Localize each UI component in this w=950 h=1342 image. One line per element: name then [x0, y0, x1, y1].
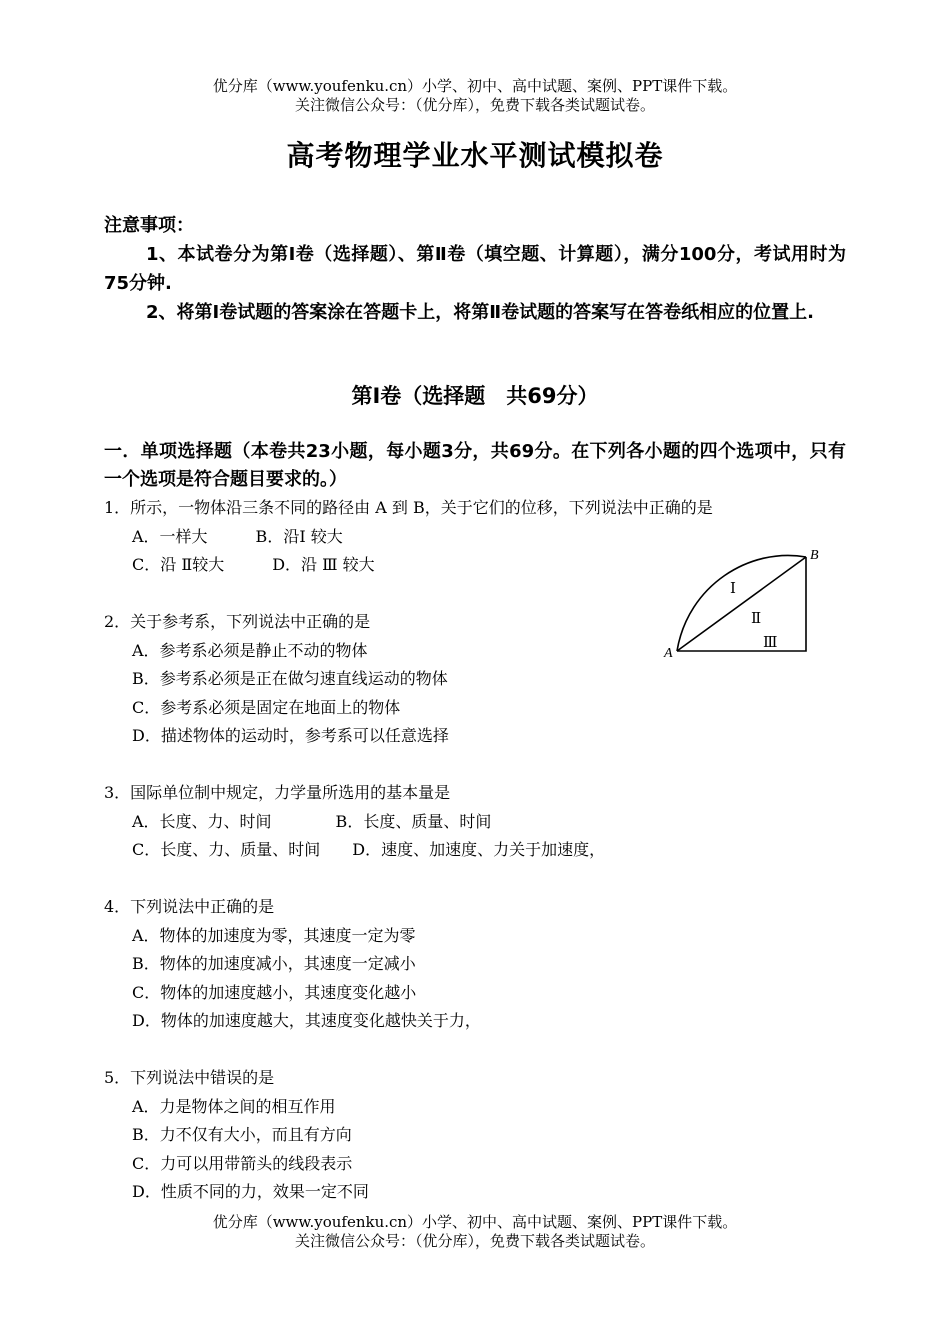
question-2-option-a: A．参考系必须是静止不动的物体 — [132, 640, 368, 660]
header-line-2: 关注微信公众号：（优分库），免费下载各类试题试卷。 — [294, 96, 655, 114]
question-2-option-d: D．描述物体的运动时，参考系可以任意选择 — [132, 726, 449, 745]
question-2-option-c: C．参考系必须是固定在地面上的物体 — [132, 697, 401, 717]
point-a-label: A — [664, 646, 673, 661]
page-title: 高考物理学业水平测试模拟卷 — [286, 139, 664, 172]
path-diagram — [660, 543, 830, 661]
header-line-1: 优分库（www.youfenku.cn）小学、初中、高中试题、案例、PPT课件下载。 — [212, 77, 738, 95]
question-5-stem: 5．下列说法中错误的是 — [104, 1068, 275, 1087]
question-3-stem: 3．国际单位制中规定，力学量所选用的基本量是 — [104, 783, 451, 802]
question-4-option-c: C．物体的加速度越小，其速度变化越小 — [132, 982, 417, 1002]
question-1-options-row-2: C．沿 Ⅱ较大 D．沿 Ⅲ 较大 — [132, 555, 375, 574]
footer-line-2: 关注微信公众号：（优分库），免费下载各类试题试卷。 — [294, 1232, 655, 1250]
section-title: 第Ⅰ卷（选择题 共69分） — [351, 384, 599, 408]
footer-line-1: 优分库（www.youfenku.cn）小学、初中、高中试题、案例、PPT课件下载。 — [212, 1213, 738, 1231]
notes-item-2: 2、将第Ⅰ卷试题的答案涂在答题卡上，将第Ⅱ卷试题的答案写在答卷纸相应的位置上. — [146, 302, 814, 323]
question-3-options-row-1: A．长度、力、时间 B．长度、质量、时间 — [132, 811, 492, 831]
question-5-option-b: B．力不仅有大小，而且有方向 — [132, 1125, 352, 1144]
path-3-label: Ⅲ — [763, 633, 778, 651]
question-5-option-a: A．力是物体之间的相互作用 — [132, 1096, 336, 1116]
question-3-options-row-2: C．长度、力、质量、时间 D．速度、加速度、力关于加速度， — [132, 840, 606, 859]
exam-notes — [104, 211, 846, 327]
question-1-options-row-1: A．一样大 B．沿Ⅰ 较大 — [132, 526, 343, 546]
path-1-label: Ⅰ — [730, 579, 736, 597]
page-header — [0, 77, 950, 115]
question-4-option-a: A．物体的加速度为零，其速度一定为零 — [132, 925, 416, 945]
question-4-option-b: B．物体的加速度减小，其速度一定减小 — [132, 954, 416, 973]
notes-heading: 注意事项： — [104, 215, 194, 236]
question-4-option-d: D．物体的加速度越大，其速度变化越快关于力， — [132, 1011, 481, 1030]
question-5-option-d: D．性质不同的力，效果一定不同 — [132, 1182, 369, 1201]
question-1-stem: 1．所示，一物体沿三条不同的路径由 A 到 B，关于它们的位移，下列说法中正确的是 — [104, 498, 713, 517]
question-4-stem: 4．下列说法中正确的是 — [104, 897, 275, 916]
page-footer — [0, 1213, 950, 1251]
part-title: 一．单项选择题（本卷共23小题，每小题3分，共69分。在下列各小题的四个选项中，只有一个选项是符合题目要求的。） — [104, 441, 846, 490]
path-2-label: Ⅱ — [751, 609, 762, 627]
question-2-option-b: B．参考系必须是正在做匀速直线运动的物体 — [132, 669, 448, 688]
point-b-label: B — [810, 548, 819, 563]
question-2-stem: 2．关于参考系，下列说法中正确的是 — [104, 612, 371, 631]
notes-item-1: 1、本试卷分为第Ⅰ卷（选择题）、第Ⅱ卷（填空题、计算题），满分100分，考试用时为75分钟. — [104, 244, 846, 294]
question-5-option-c: C．力可以用带箭头的线段表示 — [132, 1153, 353, 1173]
